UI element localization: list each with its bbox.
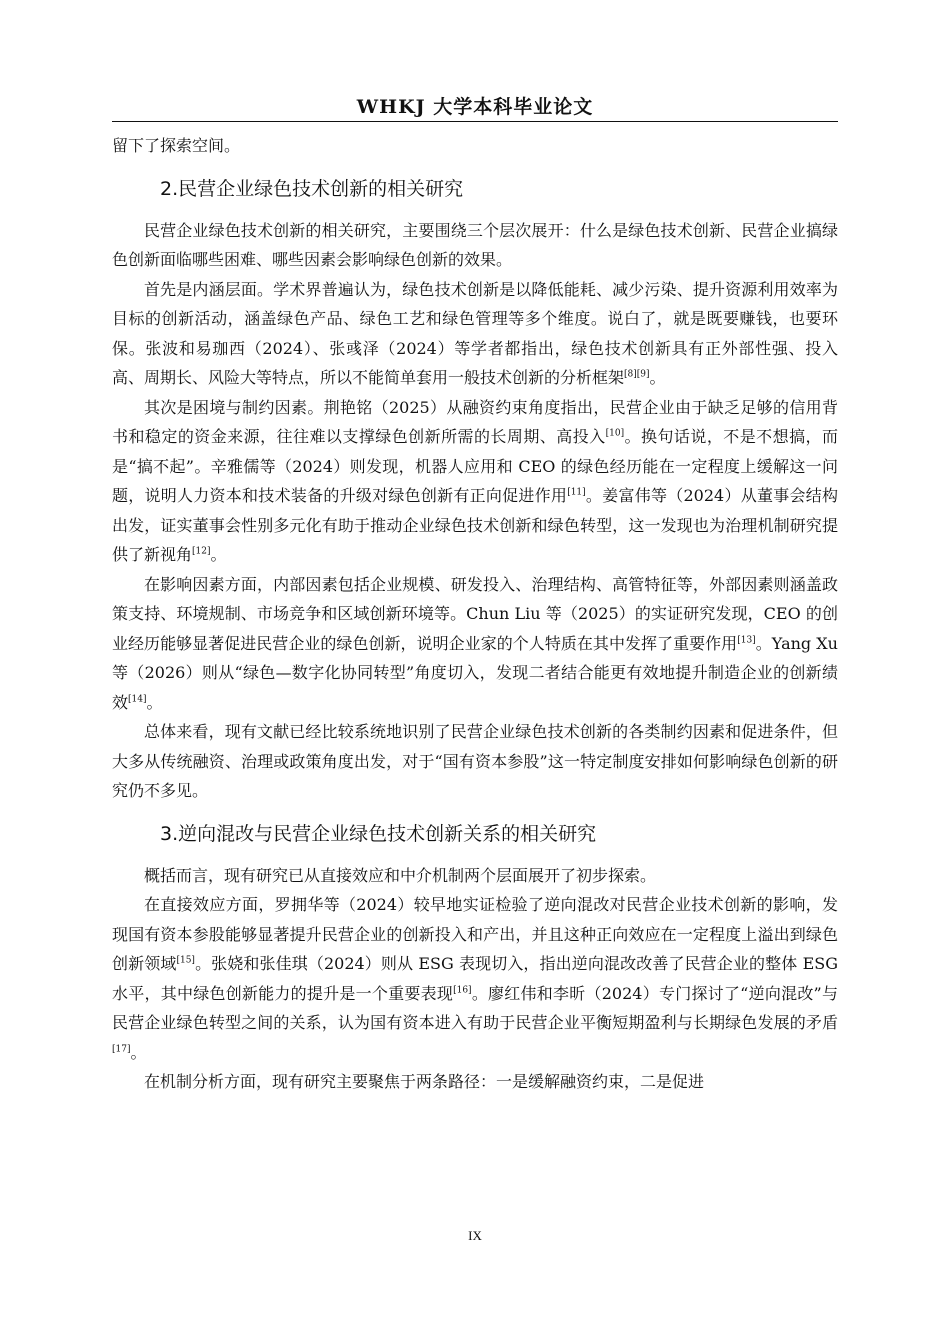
citation-16: [16] <box>453 985 472 996</box>
section-2-paragraph-1: 民营企业绿色技术创新的相关研究，主要围绕三个层次展开：什么是绿色技术创新、民营企业搞绿色创新面临哪些困难、哪些因素会影响绿色创新的效果。 <box>112 220 838 269</box>
section-2-paragraph-2 <box>112 275 838 393</box>
citation-12: [12] <box>192 546 211 557</box>
section-2-paragraph-3-part-b: 。换句话说，不是不想搞，而是“搞不起”。辛雅儒等（2024）则发现，机器人应用和 CEO 的绿色经历能在一定程度上缓解这一问题，说明人力资本和技术装备的升级对绿色创新有正向促进作用 <box>112 427 838 505</box>
section-2-paragraph-2-text: 首先是内涵层面。学术界普遍认为，绿色技术创新是以降低能耗、减少污染、提升资源利用效率为目标的创新活动，涵盖绿色产品、绿色工艺和绿色管理等多个维度。说白了，就是既要赚钱，也要环保。张波和易珈西（2024）、张彧泽（2024）等学者都指出，绿色技术创新具有正外部性强、投入高、周期长、风险大等特点，所以不能简单套用一般技术创新的分析框架 <box>112 279 838 387</box>
intro-fragment: 留下了探索空间。 <box>112 136 241 155</box>
section-2-paragraph-5: 总体来看，现有文献已经比较系统地识别了民营企业绿色技术创新的各类制约因素和促进条件，但大多从传统融资、治理或政策角度出发，对于“国有资本参股”这一特定制度安排如何影响绿色创新的研究仍不多见。 <box>112 722 838 800</box>
citation-17: [17] <box>112 1044 131 1055</box>
section-2-heading: 2.民营企业绿色技术创新的相关研究 <box>160 177 464 200</box>
section-3-heading: 3.逆向混改与民营企业绿色技术创新关系的相关研究 <box>160 822 597 845</box>
citation-11: [11] <box>567 487 586 498</box>
section-3-paragraph-2-part-c: 。廖红伟和李昕（2024）专门探讨了“逆向混改”与民营企业绿色转型之间的关系，认为国有资本进入有助于民营企业平衡短期盈利与长期绿色发展的矛盾 <box>112 983 838 1032</box>
section-2-paragraph-3-part-c: 。姜富伟等（2024）从董事会结构出发，证实董事会性别多元化有助于推动企业绿色技术创新和绿色转型，这一发现也为治理机制研究提供了新视角 <box>112 486 838 564</box>
citation-14: [14] <box>128 694 147 705</box>
section-3-paragraph-2-part-a: 在直接效应方面，罗拥华等（2024）较早地实证检验了逆向混改对民营企业技术创新的影响，发现国有资本参股能够显著提升民营企业的创新投入和产出，并且这种正向效应在一定程度上溢出到绿色创新领域 <box>112 895 838 973</box>
section-3-paragraph-1: 概括而言，现有研究已从直接效应和中介机制两个层面展开了初步探索。 <box>144 865 657 885</box>
section-3-paragraph-3: 在机制分析方面，现有研究主要聚焦于两条路径：一是缓解融资约束，二是促进 <box>144 1072 705 1091</box>
page-header-title: WHKJ 大学本科毕业论文 <box>356 96 594 118</box>
section-2-paragraph-3-end: 。 <box>210 545 227 564</box>
citation-10: [10] <box>605 428 625 439</box>
section-2-paragraph-4-part-b: 。Yang Xu 等（2026）则从“绿色—数字化协同转型”角度切入，发现二者结合能更有效地提升制造企业的创新绩效 <box>112 633 838 712</box>
section-2-paragraph-4 <box>112 570 838 718</box>
section-2-paragraph-4-part-a: 在影响因素方面，内部因素包括企业规模、研发投入、治理结构、高管特征等，外部因素则涵盖政策支持、环境规制、市场竞争和区域创新环境等。Chun Liu 等（2025）的实证研究发现，CEO 的创业经历能够显著促进民营企业的绿色创新，说明企业家的个人特质在其中发挥了重要作用 <box>112 574 838 653</box>
section-2-paragraph-3 <box>112 393 838 570</box>
section-3-paragraph-2-part-b: 。张娆和张佳琪（2024）则从 ESG 表现切入，指出逆向混改改善了民营企业的整体 ESG 水平，其中绿色创新能力的提升是一个重要表现 <box>112 954 838 1003</box>
section-3-paragraph-2 <box>112 890 838 1067</box>
header-rule <box>112 121 838 122</box>
citation-15: [15] <box>176 955 195 966</box>
section-2-paragraph-2-end: 。 <box>649 368 666 387</box>
section-2-paragraph-4-end: 。 <box>146 692 163 712</box>
section-2-paragraph-3-part-a: 其次是困境与制约因素。荆艳铭（2025）从融资约束角度指出，民营企业由于缺乏足够的信用背书和稳定的资金来源，往往难以支撑绿色创新所需的长周期、高投入 <box>112 397 838 446</box>
page-body <box>112 131 838 1097</box>
citation-8-9: [8][9] <box>624 369 650 380</box>
citation-13: [13] <box>737 635 756 646</box>
section-3-paragraph-2-end: 。 <box>130 1042 147 1062</box>
page-number: IX <box>468 1228 482 1243</box>
